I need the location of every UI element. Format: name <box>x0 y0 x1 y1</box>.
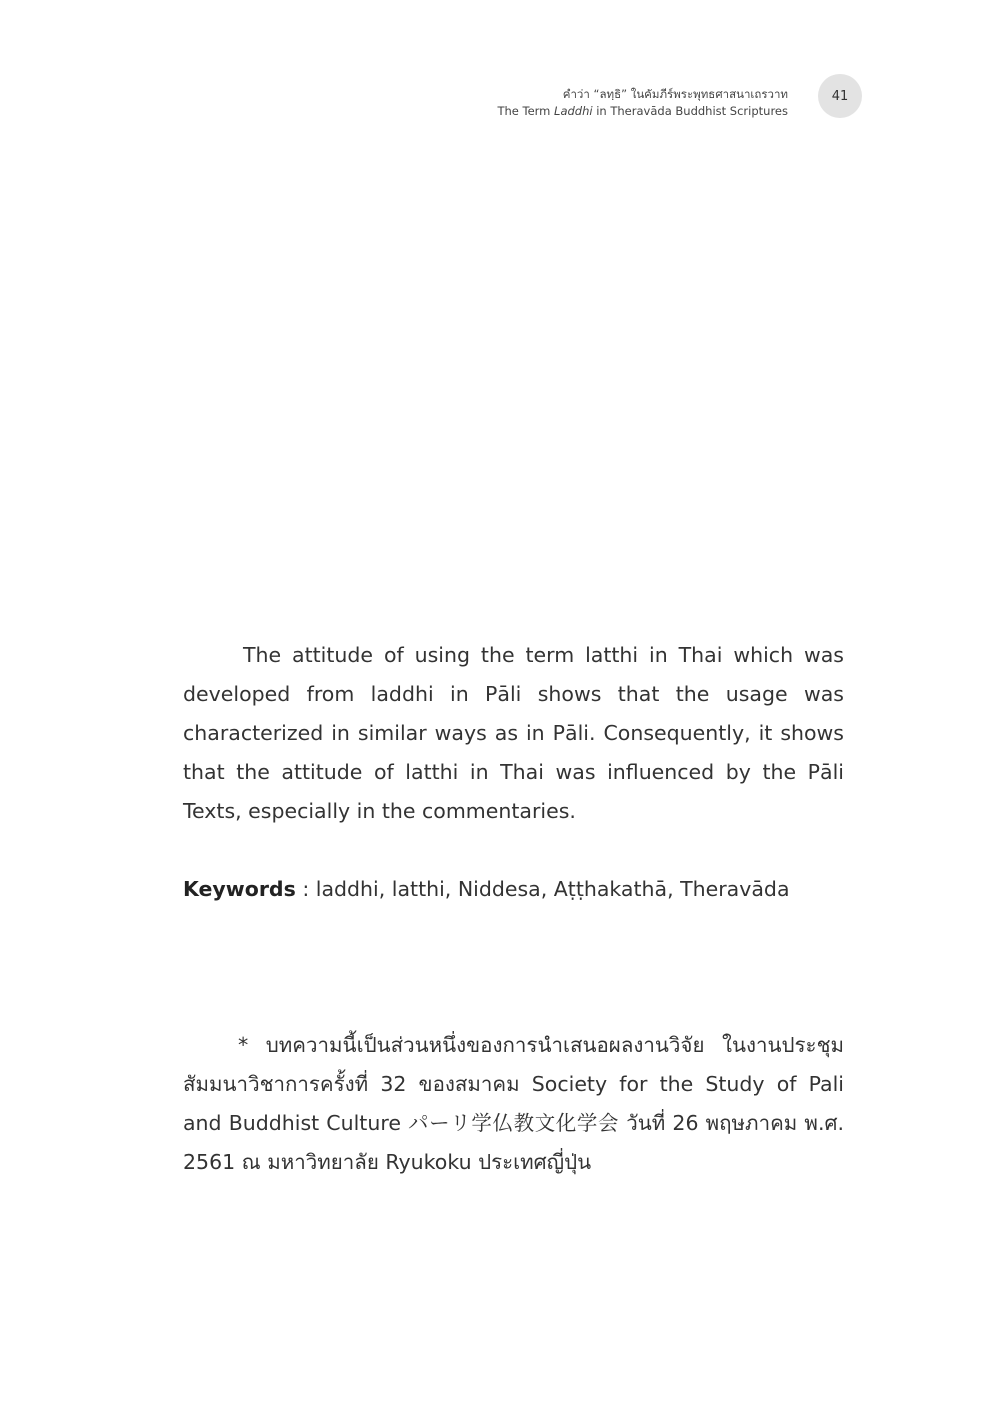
running-title-english-prefix: The Term <box>497 104 555 118</box>
page-number-badge <box>818 74 862 118</box>
running-title-english-suffix: in Theravāda Buddhist Scriptures <box>592 104 788 118</box>
page-number: 41 <box>831 88 849 104</box>
keywords-label: Keywords <box>183 877 296 901</box>
keywords-separator: : <box>295 877 316 901</box>
keywords-list: laddhi, latthi, Niddesa, Aṭṭhakathā, Theravāda <box>315 877 790 901</box>
footnote: * บทความนี้เป็นส่วนหนึ่งของการนำเสนอผลงานวิจัย ในงานประชุมสัมมนาวิชาการครั้งที่ 32 ของสมาคม Society for the Study of Pali and Buddhist Culture パーリ学仏教文化学会 วันที่ 26 พฤษภาคม พ.ศ. 2561 ณ มหาวิทยาลัย Ryukoku ประเทศญี่ปุ่น <box>183 1033 844 1174</box>
abstract-paragraph: The attitude of using the term latthi in Thai which was developed from laddhi in Pāli shows that the usage was characterized in similar ways as in Pāli. Consequently, it shows that the attitude of latthi in Thai was influenced by the Pāli Texts, especially in the commentaries. <box>183 643 844 823</box>
running-title-english <box>497 103 788 120</box>
running-header <box>497 86 788 120</box>
running-title-term: Laddhi <box>554 104 593 118</box>
running-title-thai: คำว่า “ลทฺธิ” ในคัมภีร์พระพุทธศาสนาเถรวาท <box>562 87 788 101</box>
keywords-line <box>183 870 844 909</box>
